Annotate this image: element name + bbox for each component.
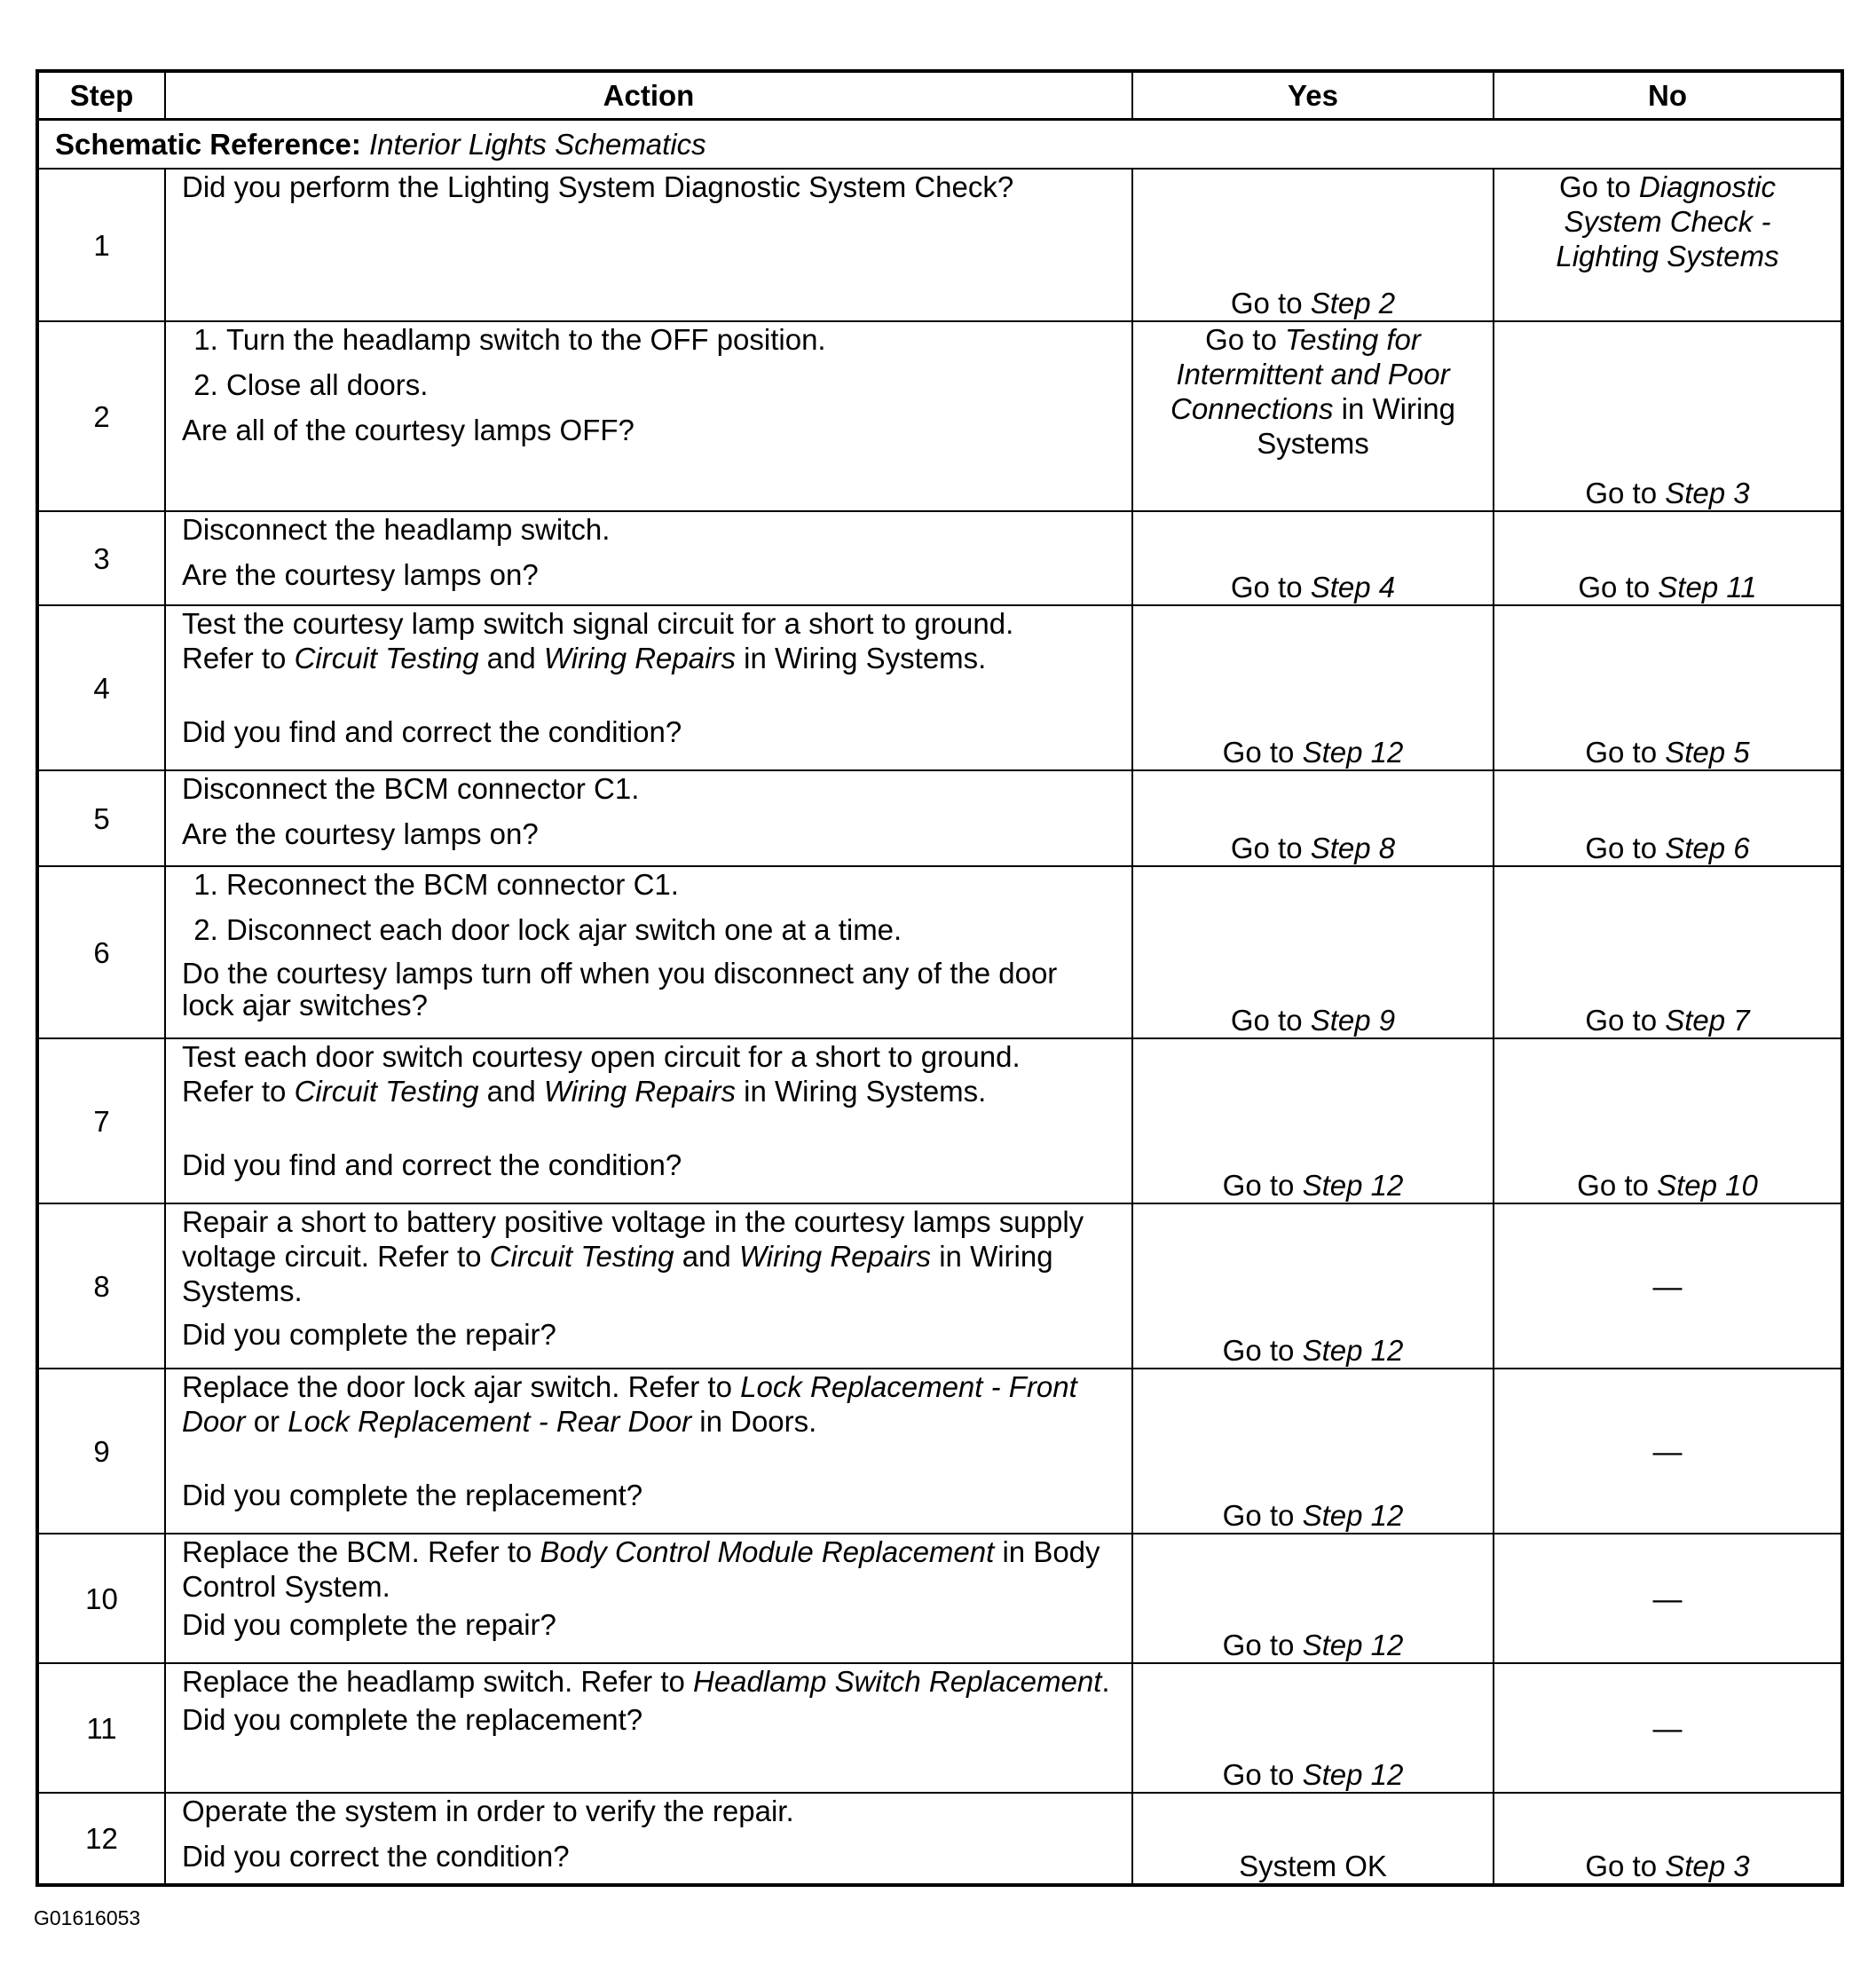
table-row (37, 1203, 1842, 1369)
action-text (182, 1664, 1115, 1699)
table-row (37, 1534, 1842, 1663)
no-cell (1494, 866, 1842, 1038)
go-to-label: Go to (1559, 170, 1631, 203)
step-number: 8 (37, 1203, 165, 1369)
action-question: Did you complete the repair? (182, 1608, 556, 1641)
go-to-label: Go to (1222, 1334, 1295, 1367)
action-text: Operate the system in order to verify the repair. (182, 1795, 794, 1827)
action-cell (165, 1369, 1132, 1534)
step-number: 4 (37, 605, 165, 770)
conjunction: and (486, 642, 536, 674)
no-link[interactable]: Step 3 (1665, 1850, 1750, 1882)
action-question: Did you perform the Lighting System Diagnostic System Check? (182, 170, 1014, 203)
conjunction: or (253, 1405, 280, 1438)
yes-cell (1132, 1534, 1494, 1663)
conjunction: and (486, 1075, 536, 1108)
action-text: Test each door switch courtesy open circuit for a short to ground. (182, 1040, 1021, 1073)
reference-suffix: in Doors. (699, 1405, 817, 1438)
header-row (37, 71, 1842, 119)
action-cell (165, 321, 1132, 511)
yes-link[interactable]: Step 12 (1302, 736, 1404, 769)
reference-suffix: in Body Control System. (182, 1535, 1100, 1603)
action-question: Are the courtesy lamps on? (182, 558, 539, 591)
action-step-item: 2. Close all doors. (226, 367, 1115, 402)
action-text-main: Replace the headlamp switch. Refer to (182, 1665, 685, 1698)
reference-suffix: . (1101, 1665, 1110, 1698)
reference-link[interactable]: Circuit Testing (294, 1075, 479, 1108)
step-number: 5 (37, 770, 165, 866)
schematic-link[interactable]: Interior Lights Schematics (369, 127, 706, 161)
yes-link[interactable]: Step 8 (1310, 832, 1396, 864)
yes-cell (1132, 1038, 1494, 1203)
step-number: 7 (37, 1038, 165, 1203)
yes-link[interactable]: Step 12 (1302, 1499, 1404, 1532)
action-cell (165, 605, 1132, 770)
yes-cell (1132, 866, 1494, 1038)
action-text-main: Replace the door lock ajar switch. Refer to (182, 1370, 732, 1403)
go-to-label: Go to (1230, 287, 1303, 320)
conjunction: and (682, 1240, 731, 1273)
yes-link[interactable]: Step 12 (1302, 1169, 1404, 1202)
action-step-item: 1. Turn the headlamp switch to the OFF position. (226, 322, 1115, 357)
go-to-label: Go to (1577, 1169, 1649, 1202)
go-to-label: Go to (1230, 1004, 1303, 1037)
action-question: Did you complete the repair? (182, 1318, 556, 1351)
go-to-label: Go to (1222, 736, 1295, 769)
go-to-label: Go to (1222, 1629, 1295, 1661)
no-link[interactable]: Step 3 (1665, 477, 1750, 509)
yes-link[interactable]: Step 2 (1310, 287, 1396, 320)
reference-suffix: in Wiring Systems. (744, 642, 987, 674)
go-to-label: Go to (1205, 323, 1277, 356)
header-yes: Yes (1132, 71, 1494, 119)
yes-cell (1132, 511, 1494, 605)
step-number: 10 (37, 1534, 165, 1663)
no-link[interactable]: Step 6 (1665, 832, 1750, 864)
yes-link[interactable]: Testing for Intermittent and Poor Connections (1171, 323, 1450, 425)
go-to-label: Go to (1585, 736, 1658, 769)
go-to-label: Go to (1230, 571, 1303, 604)
no-cell (1494, 511, 1842, 605)
action-refer (182, 641, 1115, 675)
table-row (37, 605, 1842, 770)
no-cell (1494, 321, 1842, 511)
action-text: Disconnect the BCM connector C1. (182, 772, 640, 805)
diagnostic-table (35, 69, 1844, 1887)
no-link[interactable]: Step 11 (1658, 571, 1757, 604)
action-question: Did you find and correct the condition? (182, 1148, 682, 1181)
no-cell (1494, 1038, 1842, 1203)
step-number: 1 (37, 169, 165, 321)
action-cell (165, 1663, 1132, 1793)
action-question: Are all of the courtesy lamps OFF? (182, 414, 635, 446)
action-step-item: 2. Disconnect each door lock ajar switch one at a time. (226, 912, 1115, 947)
step-number: 2 (37, 321, 165, 511)
go-to-label: Go to (1230, 832, 1303, 864)
yes-cell: System OK (1132, 1793, 1494, 1885)
reference-link[interactable]: Lock Replacement - Front Door (182, 1370, 1077, 1438)
yes-link[interactable]: Step 9 (1310, 1004, 1396, 1037)
action-question: Did you correct the condition? (182, 1840, 570, 1873)
action-cell (165, 1038, 1132, 1203)
action-question: Did you complete the replacement? (182, 1479, 643, 1511)
step-number: 12 (37, 1793, 165, 1885)
yes-cell (1132, 770, 1494, 866)
action-text (182, 1369, 1115, 1439)
action-question: Do the courtesy lamps turn off when you disconnect any of the door lock ajar switches? (182, 957, 1058, 1022)
yes-cell (1132, 605, 1494, 770)
reference-suffix: in Wiring Systems. (182, 1240, 1053, 1307)
reference-link[interactable]: Circuit Testing (294, 642, 479, 674)
no-cell: — (1494, 1534, 1842, 1663)
reference-link[interactable]: Headlamp Switch Replacement (692, 1665, 1102, 1698)
refer-label: Refer to (182, 642, 287, 674)
reference-link[interactable]: Lock Replacement - Rear Door (288, 1405, 692, 1438)
no-link[interactable]: Diagnostic System Check - Lighting Systems (1556, 170, 1779, 272)
go-to-label: Go to (1222, 1758, 1295, 1791)
action-cell (165, 1203, 1132, 1369)
yes-link[interactable]: Step 12 (1302, 1334, 1404, 1367)
table-row (37, 321, 1842, 511)
no-cell (1494, 169, 1842, 321)
yes-cell (1132, 1203, 1494, 1369)
figure-id: G01616053 (34, 1906, 141, 1929)
step-number: 6 (37, 866, 165, 1038)
spacer (182, 675, 1115, 714)
header-no: No (1494, 71, 1842, 119)
table-row (37, 511, 1842, 605)
go-to-label: Go to (1585, 832, 1658, 864)
go-to-label: Go to (1578, 571, 1651, 604)
yes-cell (1132, 1369, 1494, 1534)
step-number: 11 (37, 1663, 165, 1793)
action-question: Did you find and correct the condition? (182, 715, 682, 748)
no-cell (1494, 605, 1842, 770)
yes-link[interactable]: Step 4 (1310, 571, 1396, 604)
yes-cell (1132, 1663, 1494, 1793)
no-cell: — (1494, 1369, 1842, 1534)
table-row (37, 1663, 1842, 1793)
action-cell (165, 511, 1132, 605)
action-refer (182, 1074, 1115, 1108)
step-number: 3 (37, 511, 165, 605)
no-cell: — (1494, 1663, 1842, 1793)
no-cell (1494, 1793, 1842, 1885)
action-text: Test the courtesy lamp switch signal circuit for a short to ground. (182, 607, 1014, 640)
table-row (37, 866, 1842, 1038)
yes-cell (1132, 169, 1494, 321)
yes-link[interactable]: Step 12 (1302, 1629, 1404, 1661)
table-row (37, 1369, 1842, 1534)
action-text: Disconnect the headlamp switch. (182, 513, 611, 546)
table-row (37, 770, 1842, 866)
schematic-reference-row (37, 119, 1842, 169)
spacer (182, 1108, 1115, 1148)
go-to-label: Go to (1222, 1169, 1295, 1202)
step-number: 9 (37, 1369, 165, 1534)
no-link[interactable]: Step 7 (1665, 1004, 1750, 1037)
action-question: Did you complete the replacement? (182, 1703, 643, 1736)
go-to-label: Go to (1585, 477, 1658, 509)
action-steps (182, 322, 1115, 402)
no-cell (1494, 770, 1842, 866)
action-text (182, 1204, 1115, 1308)
action-cell (165, 1534, 1132, 1663)
action-text-main: Replace the BCM. Refer to (182, 1535, 532, 1568)
yes-link[interactable]: Step 12 (1302, 1758, 1404, 1791)
action-text-main: Repair a short to battery positive voltage in the courtesy lamps supply voltage circuit. Refer to (182, 1205, 1084, 1273)
action-text (182, 1534, 1115, 1604)
table-row (37, 1038, 1842, 1203)
action-steps (182, 867, 1115, 947)
yes-cell (1132, 321, 1494, 511)
action-cell (165, 1793, 1132, 1885)
go-to-label: Go to (1222, 1499, 1295, 1532)
action-cell (165, 770, 1132, 866)
no-link[interactable]: Step 5 (1665, 736, 1750, 769)
action-cell (165, 866, 1132, 1038)
schematic-reference (37, 119, 1842, 169)
reference-suffix: in Wiring Systems. (744, 1075, 987, 1108)
schematic-label: Schematic Reference: (55, 127, 361, 161)
go-to-label: Go to (1585, 1850, 1658, 1882)
table-row (37, 1793, 1842, 1885)
table-row (37, 169, 1842, 321)
reference-link[interactable]: Body Control Module Replacement (540, 1535, 995, 1568)
reference-link[interactable]: Circuit Testing (489, 1240, 674, 1273)
reference-link[interactable]: Wiring Repairs (543, 642, 736, 674)
spacer (182, 1439, 1115, 1478)
go-to-label: Go to (1585, 1004, 1658, 1037)
action-question: Are the courtesy lamps on? (182, 817, 539, 850)
header-step: Step (37, 71, 165, 119)
no-link[interactable]: Step 10 (1657, 1169, 1758, 1202)
reference-link[interactable]: Wiring Repairs (543, 1075, 736, 1108)
yes-suffix: in Wiring Systems (1257, 392, 1455, 460)
header-action: Action (165, 71, 1132, 119)
reference-link[interactable]: Wiring Repairs (738, 1240, 932, 1273)
action-cell (165, 169, 1132, 321)
no-cell: — (1494, 1203, 1842, 1369)
action-step-item: 1. Reconnect the BCM connector C1. (226, 867, 1115, 902)
refer-label: Refer to (182, 1075, 287, 1108)
